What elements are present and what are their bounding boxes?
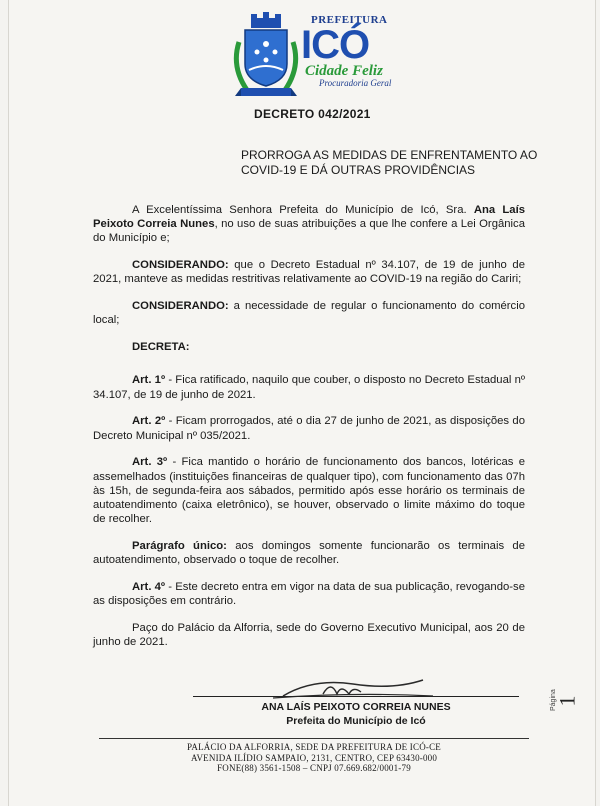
considerando-2-text: a necessidade de regular o funcionamento do comércio local; xyxy=(93,300,525,327)
considerando-1-text: que o Decreto Estadual nº 34.107, de 19 de junho de 2021, manteve as medidas restritivas relativamente ao COVID-19 na região do Cariri; xyxy=(93,259,525,286)
article-1-text: - Fica ratificado, naquilo que couber, o disposto no Decreto Estadual nº 34.107, de 19 de junho de 2021. xyxy=(93,374,525,401)
article-3-text: - Fica mantido o horário de funcionamento dos bancos, lotéricas e assemelhados (instituições financeiras de qualquer tipo), com funcionamento das 07h às 15h, de segunda-feira aos sábados, permitido após esse horário os terminais de autoatendimento (caixa eletrônico), se houver, observado o limite máximo do toque de recolher. xyxy=(93,456,525,526)
signatory-role: Prefeita do Município de Icó xyxy=(286,715,426,727)
signatory-name: ANA LAÍS PEIXOTO CORREIA NUNES xyxy=(261,701,451,713)
paragrafo-unico-text: aos domingos somente funcionarão os terminais de autoatendimento, observado o toque de recolher. xyxy=(93,540,525,567)
footer-line-2: AVENIDA ILÍDIO SAMPAIO, 2131, CENTRO, CEP 63430-000 xyxy=(190,752,438,763)
page-label: Página xyxy=(550,689,557,711)
considerando-2 xyxy=(93,299,525,327)
article-2-text: - Ficam prorrogados, até o dia 27 de junho de 2021, as disposições do Decreto Municipal nº 035/2021. xyxy=(93,415,525,442)
logo-department: Procuradoria Geral xyxy=(319,78,392,88)
paragrafo-unico xyxy=(93,539,525,567)
logo-prefeitura-text: PREFEITURA xyxy=(311,14,388,26)
logo-city-name: ICÓ xyxy=(301,23,370,67)
document-page xyxy=(8,0,596,806)
decreta-heading xyxy=(93,340,525,354)
article-3 xyxy=(93,455,525,526)
article-2-label: Art. 2º xyxy=(132,415,166,428)
coat-of-arms-icon xyxy=(229,12,303,102)
footer xyxy=(99,742,529,774)
article-4 xyxy=(93,580,525,608)
decree-ementa: PRORROGA AS MEDIDAS DE ENFRENTAMENTO AO COVID-19 E DÁ OUTRAS PROVIDÊNCIAS xyxy=(241,148,538,177)
decreta-label: DECRETA: xyxy=(132,341,190,354)
considerando-1-label: CONSIDERANDO: xyxy=(132,259,229,272)
decree-number: DECRETO 042/2021 xyxy=(254,107,371,121)
considerando-2-label: CONSIDERANDO: xyxy=(132,300,229,313)
paragrafo-unico-label: Parágrafo único: xyxy=(132,540,227,553)
handwritten-signature-icon xyxy=(253,674,453,704)
prefeitura-logo xyxy=(301,14,401,88)
intro-paragraph xyxy=(93,203,525,246)
decree-body xyxy=(93,203,525,662)
signature-line xyxy=(193,696,519,697)
closing-paragraph: Paço do Palácio da Alforria, sede do Governo Executivo Municipal, aos 20 de junho de 2021. xyxy=(93,622,525,649)
intro-post: , no uso de suas atribuições a que lhe confere a Lei Orgânica do Município e; xyxy=(93,218,525,245)
article-1-label: Art. 1º xyxy=(132,374,166,387)
mayor-name: Ana Laís Peixoto Correia Nunes xyxy=(93,204,525,231)
article-4-text: - Este decreto entra em vigor na data de sua publicação, revogando-se as disposições em contrário. xyxy=(93,581,525,608)
footer-divider xyxy=(99,738,529,739)
footer-line-1: PALÁCIO DA ALFORRIA, SEDE DA PREFEITURA DE ICÓ-CE xyxy=(187,742,441,752)
footer-line-3: FONE(88) 3561-1508 – CNPJ 07.669.682/0001-79 xyxy=(217,763,411,774)
considerando-1 xyxy=(93,258,525,286)
article-3-label: Art. 3º xyxy=(132,456,168,469)
article-4-label: Art. 4º xyxy=(132,581,166,594)
page-number: 1 xyxy=(554,695,580,707)
article-2 xyxy=(93,414,525,442)
article-1 xyxy=(93,373,525,401)
intro-pre: A Excelentíssima Senhora Prefeita do Município de Icó, Sra. xyxy=(132,204,474,216)
logo-slogan: Cidade Feliz xyxy=(305,63,383,79)
